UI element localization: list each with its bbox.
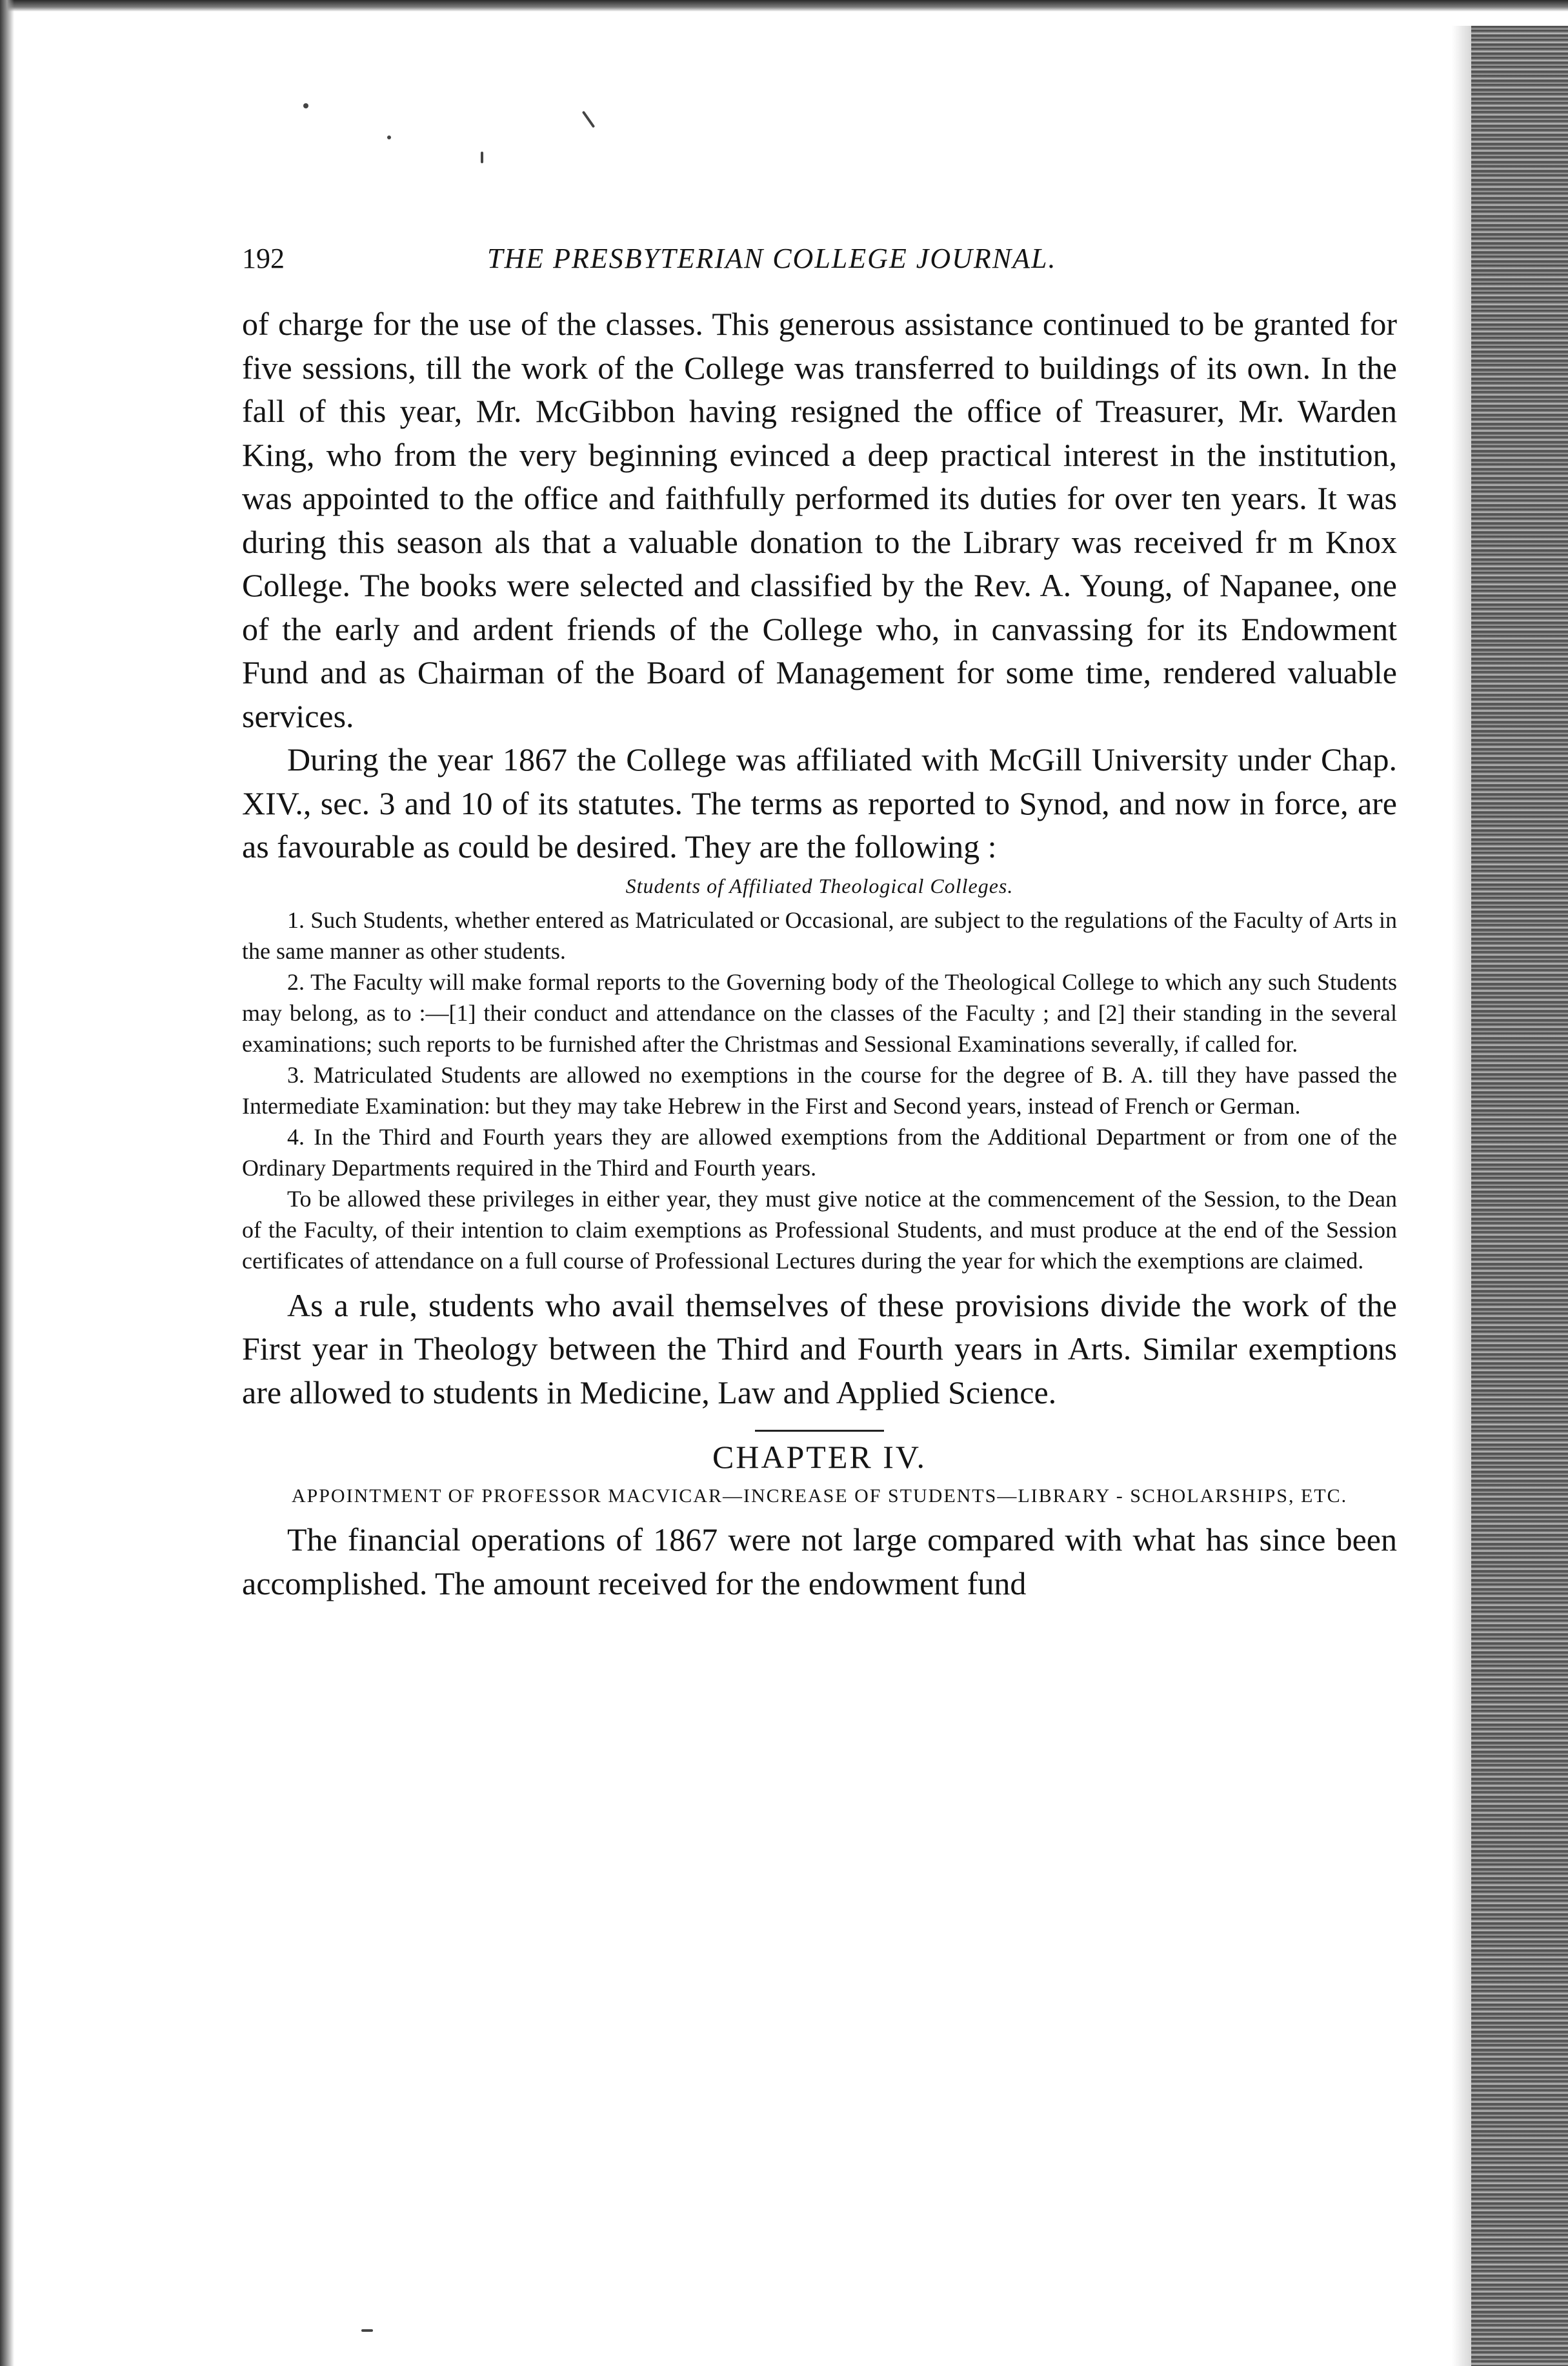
journal-title: THE PRESBYTERIAN COLLEGE JOURNAL.: [487, 243, 1057, 274]
regulations-list: [242, 905, 1397, 1276]
scan-speck: [303, 103, 308, 108]
section-divider: [755, 1430, 884, 1432]
scan-speck: [481, 152, 483, 163]
regulations-heading: Students of Affiliated Theological Colleges.: [625, 874, 1014, 897]
scan-left-edge: [0, 0, 14, 2366]
chapter-title: CHAPTER IV.: [712, 1439, 927, 1475]
regulation-item: 3. Matriculated Students are allowed no exemptions in the course for the degree of B. A. till they have passed the Intermediate Examination: but they may take Hebrew in the First and Second years, instead of French or German.: [242, 1061, 1397, 1119]
paragraph-financial: The financial operations of 1867 were not large compared with what has since been accomplished. The amount received for the endowment fund: [242, 1521, 1397, 1601]
chapter-subtitle: APPOINTMENT OF PROFESSOR MACVICAR—INCREASE OF STUDENTS—LIBRARY - SCHOLARSHIPS, ETC.: [291, 1485, 1348, 1507]
regulation-item: 1. Such Students, whether entered as Matriculated or Occasional, are subject to the regulations of the Faculty of Arts in the same manner as other students.: [242, 907, 1397, 964]
scan-top-edge: [0, 0, 1568, 12]
scan-right-edge: [1471, 26, 1568, 2366]
page-content: [242, 242, 1397, 1605]
regulation-item: 4. In the Third and Fourth years they are allowed exemptions from the Additional Department or from one of the Ordinary Departments required in the Third and Fourth years.: [242, 1123, 1397, 1181]
scan-speck: [582, 111, 595, 128]
page-number: 192: [242, 243, 285, 274]
regulation-item: 2. The Faculty will make formal reports to the Governing body of the Theological College to which any such Students may belong, as to :—[1] their conduct and attendance on the classes of the Faculty ; and [2] their standing in the several examinations; such reports to be furnished after the Christmas and Sessional Examinations severally, if called for.: [242, 968, 1397, 1057]
paragraph-exemptions: As a rule, students who avail themselves of these provisions divide the work of the First year in Theology between the Third and Fourth years in Arts. Similar exemptions are allowed to students in Medicine, Law and Applied Science.: [242, 1287, 1397, 1410]
paragraph-affiliation: During the year 1867 the College was affiliated with McGill University under Chap. XIV., sec. 3 and 10 of its statutes. The terms as reported to Synod, and now in force, are as favourable as could be desired. They are the following :: [242, 741, 1397, 865]
scan-speck: [361, 2329, 373, 2332]
scan-speck: [387, 135, 391, 139]
regulation-note: To be allowed these privileges in either year, they must give notice at the commencement of the Session, to the Dean of the Faculty, of their intention to claim exemptions as Professional Students, and must produce at the end of the Session certificates of attendance on a full course of Professional Lectures during the year for which the exemptions are claimed.: [242, 1185, 1397, 1274]
paragraph-college-history: of charge for the use of the classes. This generous assistance continued to be granted for five sessions, till the work of the College was transferred to buildings of its own. In the fall of this year, Mr. McGibbon having resigned the office of Treasurer, Mr. Warden King, who from the very beginning evinced a deep practical interest in the institution, was appointed to the office and faithfully performed its duties for over ten years. It was during this season als that a valuable donation to the Library was received fr m Knox College. The books were selected and classified by the Rev. A. Young, of Napanee, one of the early and ardent friends of the College who, in canvassing for its Endowment Fund and as Chairman of the Board of Management for some time, rendered valuable services.: [242, 306, 1397, 734]
running-head: [242, 242, 1397, 287]
